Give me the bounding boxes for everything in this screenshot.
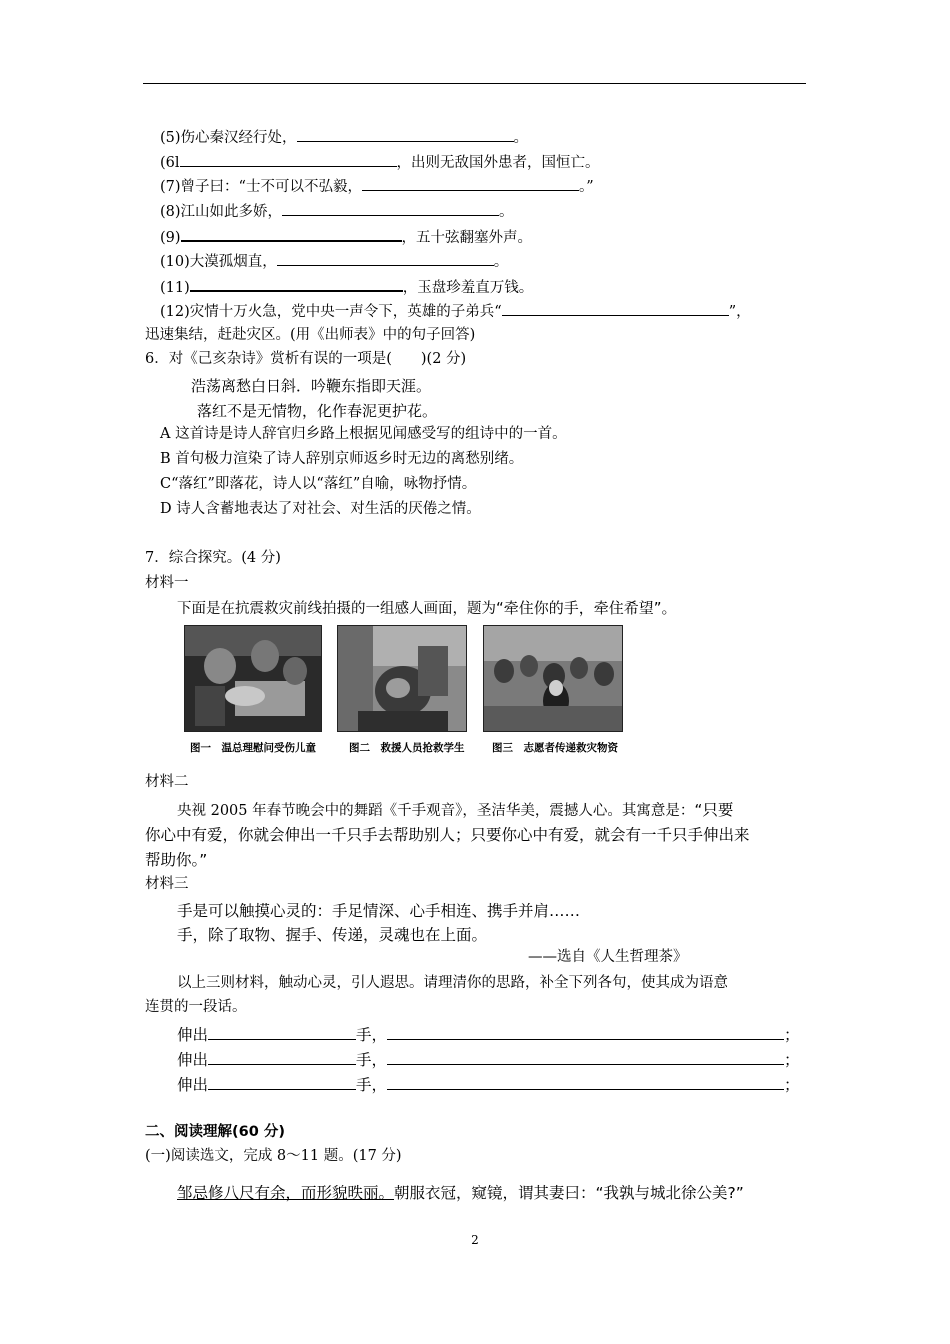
fill-item-10: (10)大漠孤烟直， 。 [160, 250, 508, 272]
material-3-source: ——选自《人生哲理茶》 [528, 949, 688, 965]
answer-blank[interactable] [362, 175, 579, 191]
photo-caption-3: 图三 志愿者传递救灾物资 [492, 742, 618, 754]
photo-caption-2: 图二 救援人员抢救学生 [349, 742, 465, 754]
question-6-stem: 6．对《己亥杂诗》赏析有误的一项是( )(2 分) [145, 351, 467, 367]
answer-blank[interactable] [208, 1049, 356, 1065]
reach-out-row-3: 伸出 手， ； [177, 1076, 800, 1094]
question-7-stem: 7．综合探究。(4 分) [145, 550, 281, 566]
section-2-subtitle: (一)阅读选文，完成 8～11 题。(17 分) [145, 1148, 402, 1164]
task-line-1: 以上三则材料，触动心灵，引人遐思。请理清你的思路，补全下列各句，使其成为语意 [177, 975, 728, 991]
fill-item-5: (5)伤心秦汉经行处， 。 [160, 126, 528, 148]
fill-item-9: (9) ，五十弦翻塞外声。 [160, 225, 532, 248]
material-2-line-1: 央视 2005 年春节晚会中的舞蹈《千手观音》，圣洁华美，震撼人心。其寓意是：“只要 [177, 801, 734, 819]
answer-blank[interactable] [282, 200, 499, 216]
fill-item-8: (8)江山如此多娇， 。 [160, 200, 514, 222]
fill-item-7: (7)曾子曰：“士不可以不弘毅， 。” [160, 175, 594, 197]
answer-blank[interactable] [208, 1024, 356, 1040]
reach-out-row-1: 伸出 手， ； [177, 1026, 800, 1044]
photo-rescuer-saving-student [337, 625, 467, 732]
material-2-title: 材料二 [145, 774, 189, 790]
fill-item-11: (11) ，玉盘珍羞直万钱。 [160, 275, 533, 298]
poem-line-2: 落红不是无情物，化作春泥更护花。 [197, 402, 438, 420]
material-3-line-2: 手，除了取物、握手、传递，灵魂也在上面。 [177, 926, 488, 944]
answer-blank[interactable] [297, 126, 514, 142]
material-1-text: 下面是在抗震救灾前线拍摄的一组感人画面，题为“牵住你的手，牵住希望”。 [177, 599, 677, 617]
option-b: B 首句极力渲染了诗人辞别京师返乡时无边的离愁别绪。 [160, 451, 524, 467]
answer-blank[interactable] [277, 250, 494, 266]
material-3-title: 材料三 [145, 876, 189, 892]
poem-line-1: 浩荡离愁白日斜．吟鞭东指即天涯。 [191, 377, 432, 395]
reach-out-row-2: 伸出 手， ； [177, 1051, 800, 1069]
answer-blank[interactable] [387, 1074, 784, 1090]
photo-premier-visiting-child [184, 625, 322, 732]
section-2-title: 二、阅读理解(60 分) [145, 1124, 285, 1140]
option-c: C“落红”即落花，诗人以“落红”自喻，咏物抒情。 [160, 476, 477, 492]
header-rule [143, 83, 806, 84]
answer-blank[interactable] [387, 1049, 784, 1065]
answer-blank[interactable] [190, 275, 403, 292]
option-d: D 诗人含蓄地表达了对社会、对生活的厌倦之情。 [160, 501, 481, 517]
material-2-line-3: 帮助你。” [145, 851, 208, 869]
fill-item-12: (12)灾情十万火急，党中央一声令下，英雄的子弟兵“ ”， [160, 300, 751, 322]
answer-blank[interactable] [387, 1024, 784, 1040]
fill-item-6: (6l ，出则无敌国外患者，国恒亡。 [160, 151, 600, 173]
material-3-line-1: 手是可以触摸心灵的：手足情深、心手相连、携手并肩…… [177, 902, 581, 920]
material-1-title: 材料一 [145, 575, 189, 591]
answer-blank[interactable] [208, 1074, 356, 1090]
photo-caption-1: 图一 温总理慰问受伤儿童 [190, 742, 316, 754]
photo-volunteers-passing-supplies [483, 625, 623, 732]
answer-blank[interactable] [180, 151, 397, 167]
reading-passage-line-1: 邹忌修八尺有余，而形貌昳丽。朝服衣冠，窥镜，谓其妻曰：“我孰与城北徐公美?” [177, 1184, 744, 1202]
task-line-2: 连贯的一段话。 [145, 999, 247, 1015]
answer-blank[interactable] [181, 225, 402, 242]
option-a: A 这首诗是诗人辞官归乡路上根据见闻感受写的组诗中的一首。 [160, 426, 567, 442]
fill-item-12-continued: 迅速集结，赶赴灾区。(用《出师表》中的句子回答) [145, 327, 476, 343]
answer-blank[interactable] [502, 300, 729, 316]
material-2-line-2: 你心中有爱，你就会伸出一千只手去帮助别人；只要你心中有爱，就会有一千只手伸出来 [145, 826, 750, 844]
page-number: 2 [471, 1233, 479, 1247]
